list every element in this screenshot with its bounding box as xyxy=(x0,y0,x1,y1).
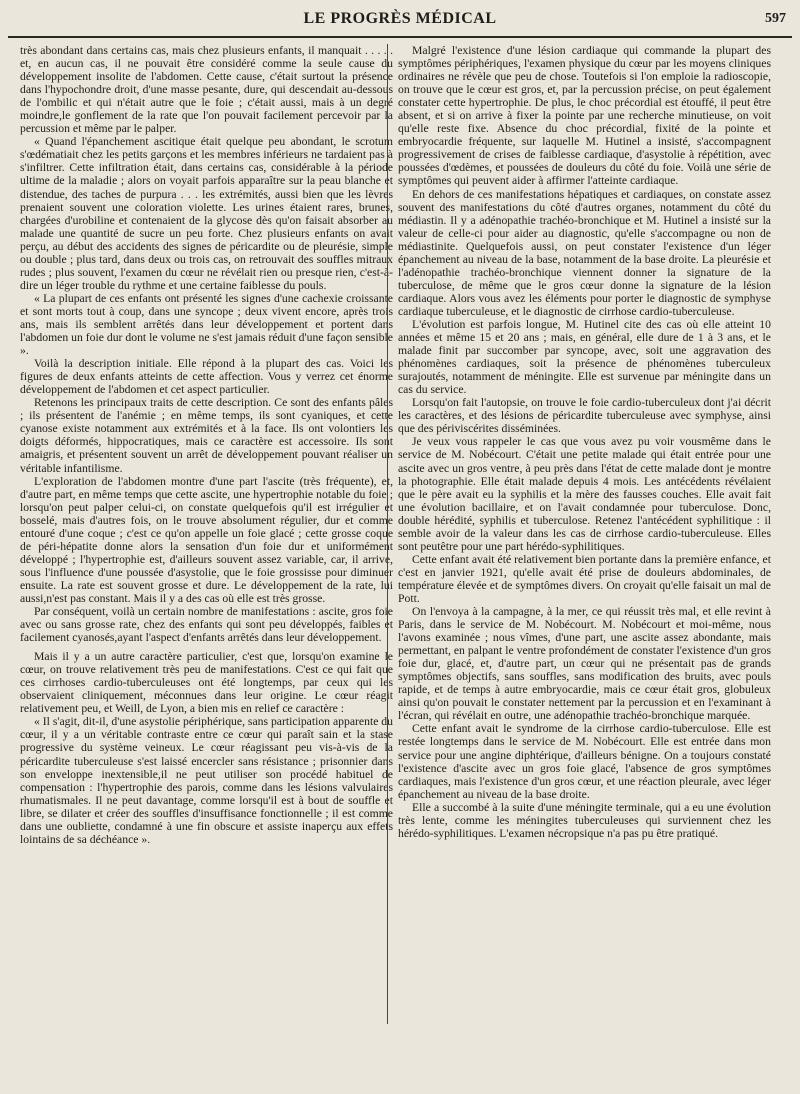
paragraph: L'exploration de l'abdomen montre d'une part l'ascite (très fréquente), et, d'autre part, en même temps que cette ascite, une hypertrophie notable du foie ; lorsqu'on peut palper celui-ci, on constate quelquefois qu'il est irrégulier et bosselé, mais d'autres fois, on le trouve absolument régulier, dur et comme entouré d'une coque ; c'est ce qu'on appelle un foie glacé ; cette grosse coque de péri-hépatite donne alors la sensation d'un foie dur et uniformément développé ; l'hypertrophie est, d'ailleurs souvent assez variable, car, il arrive, sous l'influence d'une poussée d'asystolie, que le foie grossisse pour diminuer ensuite. La rate est souvent grosse et dure. Le développement de la rate, lui aussi,n'est pas constant. Mais il y a des cas où elle est très grosse. xyxy=(20,474,393,605)
paragraph: Retenons les principaux traits de cette description. Ce sont des enfants pâles ; ils présentent de l'anémie ; en même temps, ils sont cyaniques, et cette cyanose existe notamment aux extrémités et à la face. Ils ont volontiers les doigts déformés, hippocratiques, mais ce caractère est accessoire. Ils sont amaigris, et présentent souvent un arrêt de développement pouvant réaliser un véritable infantilisme. xyxy=(20,396,393,475)
left-column xyxy=(20,44,393,846)
page-number: 597 xyxy=(765,11,786,26)
paragraph: très abondant dans certains cas, mais chez plusieurs enfants, il manquait . . . . . et, en aucun cas, il ne pouvait être considéré comme la seule cause du développement insolite de l'abdomen. Cette cause, c'était surtout la présence dans l'hypochondre droit, d'une masse pesante, dure, qui descendait au-dessous de l'ombilic et qui n'était autre que le foie ; c'était aussi, mais à un degré moindre,le gonflement de la rate que l'on pouvait facilement percevoir par la percussion et même par le palper. xyxy=(20,44,393,136)
journal-title: LE PROGRÈS MÉDICAL xyxy=(303,10,497,27)
paragraph: Voilà la description initiale. Elle répond à la plupart des cas. Voici les figures de deux enfants atteints de cette affection. Vous y verrez cet énorme développement de l'abdomen et cet aspect particulier. xyxy=(20,357,393,397)
paragraph: L'évolution est parfois longue, M. Hutinel cite des cas où elle atteint 10 années et même 15 et 20 ans ; mais, en général, elle dure de 1 à 3 ans, et le malade finit par succomber par syncope, avec, soit une aggravation des phénomènes cardiaques, soit la présence de phénomènes tuberculeux surajoutés, notamment de méningite. Elle est survenue par méningite dans un cas du service. xyxy=(398,317,771,397)
column-divider xyxy=(387,44,388,1024)
header-rule xyxy=(8,36,792,38)
paragraph: Cette enfant avait été relativement bien portante dans la première enfance, et c'est en janvier 1921, qu'elle avait été prise de douleurs abdominales, de température élevée et de symptômes divers. On croyait qu'elle faisait un mal de Pott. xyxy=(398,552,771,605)
paragraph: « La plupart de ces enfants ont présenté les signes d'une cachexie croissante et sont morts tout à coup, dans une syncope ; deux vivent encore, après trois ans, mais ils semblent arrêtés dans leur développement et portent dans l'abdomen un foie dur dont le volume ne s'est jamais réduit d'une façon sensible ». xyxy=(20,291,393,358)
paragraph: Cette enfant avait le syndrome de la cirrhose cardio-tuberculose. Elle est restée longtemps dans le service de M. Nobécourt. Elle est entrée dans mon service pour une angine diphtérique, d'ailleurs bénigne. On a toujours constaté l'existence d'ascite avec un gros foie glacé, l'absence de gros symptômes cardiaques, mais l'existence d'un gros cœur, et une réaction pleurale, avec léger épanchement au niveau de la base droite. xyxy=(398,722,771,801)
paragraph: « Quand l'épanchement ascitique était quelque peu abondant, le scrotum s'œdématiait chez les petits garçons et les membres inférieurs ne tardaient pas à s'infiltrer. Cette infiltration était, dans certains cas, considérable à la période ultime de la maladie ; alors on voyait parfois apparaître sur la peau blanche et distendue, des taches de purpura . . . les extrémités, aussi bien que les lèvres prenaient souvent une coloration violette. Les urines étaient rares, brunes, chargées d'urobiline et contenaient de la glycose dès qu'on faisait absorber au malade une quantité de sucre un peu forte. Chez plusieurs enfants on avait perçu, au début des accidents des signes de péricardite ou de pleurésie, simple ou double ; plus tard, dans deux ou trois cas, on retrouvait des souffles mitraux rudes ; plus souvent, l'examen du cœur ne révélait rien ou presque rien, c'est-à-dire un léger trouble du rythme et une certaine faiblesse du pouls. xyxy=(20,135,393,292)
paragraph: On l'envoya à la campagne, à la mer, ce qui réussit très mal, et elle revint à Paris, dans le service de M. Nobécourt. M. Nobécourt et moi-même, nous l'avons examinée ; nous vîmes, d'une part, une ascite assez abondante, mais permettant, en palpant le ventre profondément de constater l'existence d'un gros foie dur, glacé, et, d'autre part, un cœur qui ne présentait pas de grands symptômes objectifs, sans souffles, sans modification des bruits, avec pouls rapide, et de temps à autre embryocardie, mais ce cœur était gros, globuleux ainsi qu'on pouvait le constater nettement par la percussion et en l'examinant à l'écran, qui révélait en outre, une adénopathie trachéo-bronchique marquée. xyxy=(398,605,771,723)
paragraph: Malgré l'existence d'une lésion cardiaque qui commande la plupart des symptômes périphériques, l'examen physique du cœur par les moyens cliniques ordinaires ne révèle que peu de chose. Toutefois si l'on emploie la radioscopie, on trouve que le cœur est gros, et, par la percussion précise, on peut également constater cette hypertrophie. De plus, le choc précordial est étouffé, il peut être absent, et si on arrive à fixer la pointe par une recherche minutieuse, on voit qu'elle reste fixe. Absence du choc précordial, fixité de la pointe et embryocardie fréquente, sur laquelle M. Hutinel a insisté, s'accompagnent progressivement de crises de faiblesse cardiaque, d'asystolie à répétition, avec poussées d'œdèmes, et poussées de douleurs du côté du foie. Voilà une série de symptômes qui peuvent aider à affirmer l'atteinte cardiaque. xyxy=(398,44,771,188)
paragraph: Mais il y a un autre caractère particulier, c'est que, lorsqu'on examine le cœur, on trouve relativement très peu de manifestations. C'est ce qui fait que ces cirrhoses cardio-tuberculeuses ont été longtemps, par ceux qui les observaient cliniquement, méconnues dans leur origine. Le cœur réagit relativement peu, et Weill, de Lyon, a bien mis en relief ce caractère : xyxy=(20,650,393,716)
paragraph: Par conséquent, voilà un certain nombre de manifestations : ascite, gros foie avec ou sans grosse rate, chez des enfants qui sont peu développés, faibles et facilement cyanosés,ayant l'aspect d'enfants arrêtés dans leur développement. xyxy=(20,605,393,645)
paragraph: « Il s'agit, dit-il, d'une asystolie périphérique, sans participation apparente du cœur, il y a un véritable contraste entre ce cœur qui paraît sain et la stase progressive du système veineux. Le cœur réagissant peu vis-à-vis de la péricardite tuberculeuse s'est laissé encercler sans résistance ; prisonnier dans son enveloppe inextensible,il ne peut utiliser son procédé habituel de compensation : l'hypertrophie des parois, comme dans les lésions valvulaires rhumatismales. Il ne peut davantage, comme lorsqu'il est à bout de souffle et libre, se dilater et créer des souffles d'insuffisance fonctionnelle ; il est comme dans une oubliette, condamné à une fin obscure et assiste inaperçu aux effets lointains de sa déchéance ». xyxy=(20,715,393,846)
right-column xyxy=(398,44,771,840)
paragraph: Je veux vous rappeler le cas que vous avez pu voir vousmême dans le service de M. Nobécourt. C'était une petite malade qui était entrée pour une ascite avec un gros ventre, à peu près dans l'état de cette malade dont je montre la photographie. Elle était malade depuis 4 mois. Les antécédents révélaient que le père avait eu la syphilis et la mère des fausses couches. Elle avait fait une évolution bacillaire, et on l'avait condamnée pour tuberculose. Donc, double hérédité, syphilis et tuberculose. Retenez l'antécédent syphilitique : il semble avoir de la valeur dans les cas de cirrhose cardio-tuberculeuse. Elles sont peutêtre pour une part hérédo-syphilitiques. xyxy=(398,435,771,553)
paragraph: En dehors de ces manifestations hépatiques et cardiaques, on constate assez souvent des manifestations du côté d'autres organes, notamment du côté du médiastin. Il y a adénopathie trachéo-bronchique et M. Hutinel a insisté sur la valeur de celle-ci pour aider au diagnostic, qu'elle s'accompagne ou non de médiastinite. Quelquefois aussi, on peut constater l'existence d'un léger épanchement au niveau de la base, notamment de la base droite. La pleurésie et l'adénopathie trachéo-bronchique viennent donner la signature de la tuberculose, de même que le gros cœur donne la signature de la lésion cardiaque. Alors vous avez les éléments pour porter le diagnostic de symphyse cardiaque tuberculeuse, et le diagnostic de cirrhose cardio-tuberculeuse. xyxy=(398,187,771,318)
paragraph: Lorsqu'on fait l'autopsie, on trouve le foie cardio-tuberculeux dont j'ai décrit les caractères, et des lésions de péricardite tuberculeuse avec symphyse, ainsi que des périviscérites disséminées. xyxy=(398,396,771,436)
paragraph: Elle a succombé à la suite d'une méningite terminale, qui a eu une évolution très lente, comme les méningites tuberculeuses qui surviennent chez les hérédo-syphilitiques. L'examen nécropsique n'a pas pu être pratiqué. xyxy=(398,800,771,840)
running-header xyxy=(0,10,800,36)
